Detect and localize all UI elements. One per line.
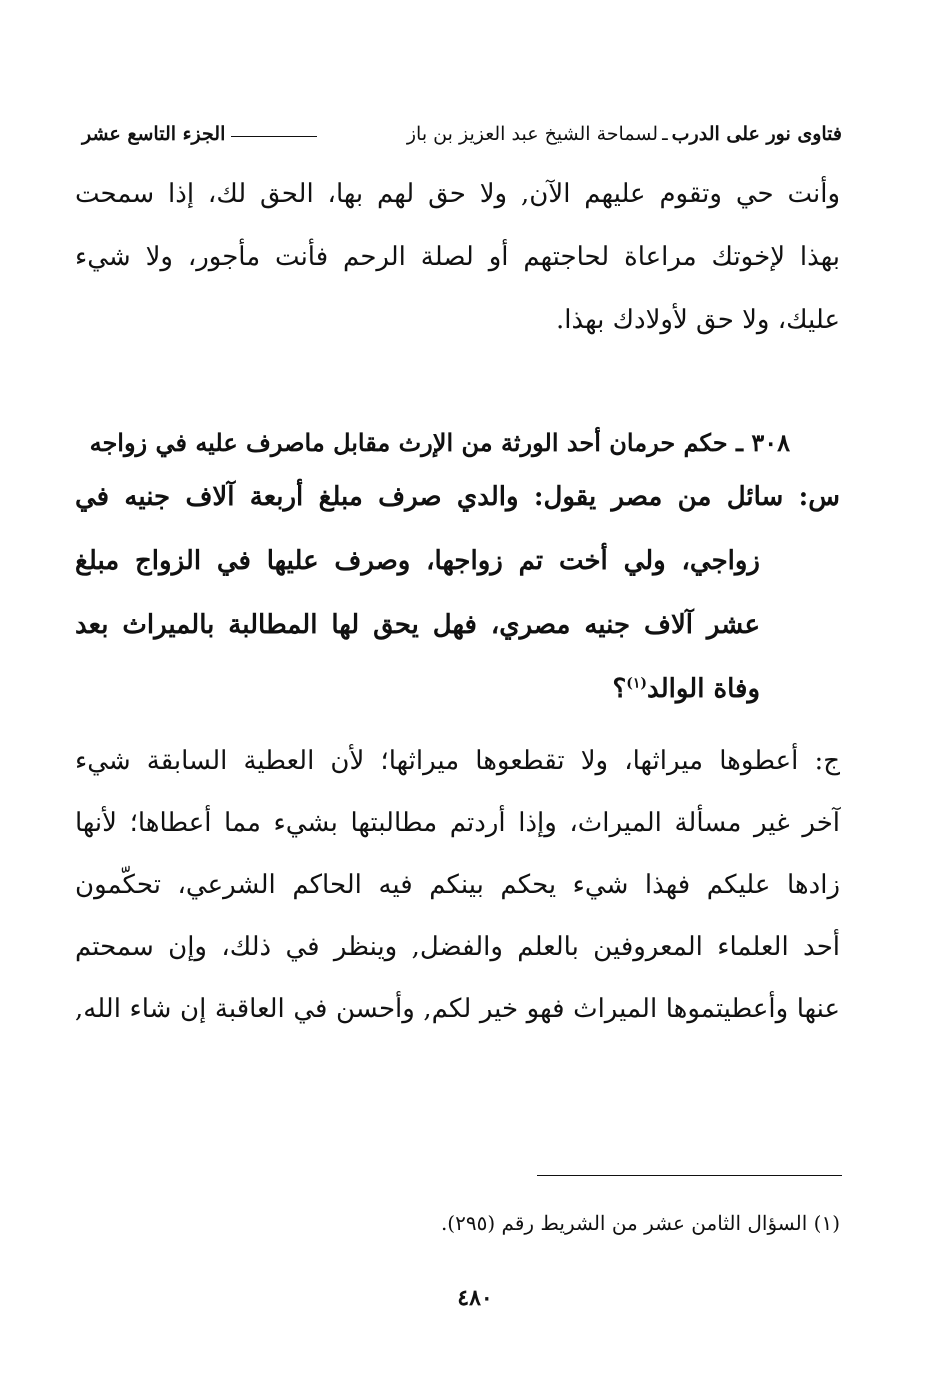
header-volume: الجزء التاسع عشر [82, 123, 226, 145]
answer-line: ج: أعطوها ميراثها، ولا تقطعوها ميراثها؛ لأن العطية السابقة شيء [75, 746, 840, 776]
question-last-line [75, 657, 840, 721]
answer-line: آخر غير مسألة الميراث، وإذا أردتم مطالبتها بشيء مما أعطاها؛ لأنها [75, 808, 840, 838]
footnote-reference[interactable]: (١) [626, 675, 648, 692]
question-line: زواجي، ولي أخت تم زواجها، وصرف عليها في الزواج مبلغ [75, 546, 760, 576]
answer-line: أحد العلماء المعروفين بالعلم والفضل, وينظر في ذلك، وإن سمحتم [75, 932, 840, 962]
page-number: ٤٨٠ [457, 1285, 493, 1311]
intro-paragraph [75, 163, 840, 352]
answer-line: عنها وأعطيتموها الميراث فهو خير لكم, وأحسن في العاقبة إن شاء الله, [75, 994, 840, 1024]
answer-paragraph [75, 730, 840, 1040]
question-paragraph [75, 465, 840, 721]
question-line: س: سائل من مصر يقول: والدي صرف مبلغ أربعة آلاف جنيه في [75, 482, 840, 512]
header-book-title: فتاوى نور على الدرب [671, 123, 842, 145]
footnote-separator [537, 1175, 842, 1176]
question-mark: ؟ [612, 674, 627, 704]
footnote: (١) السؤال الثامن عشر من الشريط رقم (٢٩٥). [440, 1211, 840, 1235]
running-header [82, 118, 842, 150]
question-line: عشر آلاف جنيه مصري، فهل يحق لها المطالبة بالميراث بعد [75, 610, 760, 640]
question-last-text: وفاة الوالد [647, 674, 760, 704]
section-title: ٣٠٨ ـ حكم حرمان أحد الورثة من الإرث مقابل ماصرف عليه في زواجه [89, 427, 790, 457]
intro-line: عليك، ولا حق لأولادك بهذا. [555, 305, 840, 335]
header-author: لسماحة الشيخ عبد العزيز بن باز [406, 123, 659, 145]
intro-line: بهذا لإخوتك مراعاة لحاجتهم أو لصلة الرحم فأنت مأجور، ولا شيء [75, 242, 840, 272]
answer-line: زادها عليكم فهذا شيء يحكم بينكم فيه الحاكم الشرعي، تحكّمون [75, 870, 840, 900]
header-rule [231, 136, 317, 137]
header-dash: ـ [662, 123, 668, 145]
intro-line: وأنت حي وتقوم عليهم الآن, ولا حق لهم بها، الحق لك، إذا سمحت [75, 179, 840, 209]
